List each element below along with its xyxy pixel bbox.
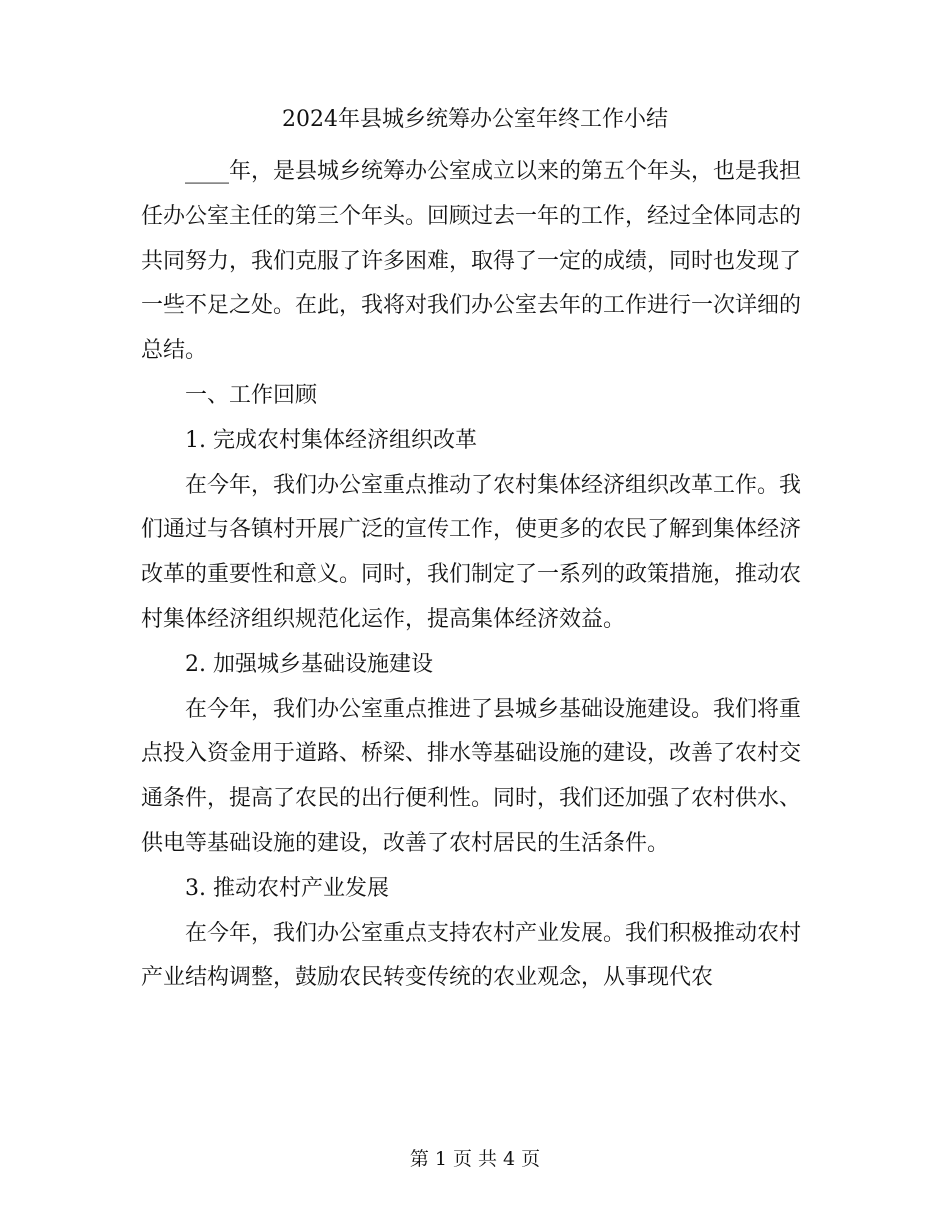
document-body [141,150,801,1001]
paragraph-infrastructure: 在今年，我们办公室重点推进了县城乡基础设施建设。我们将重点投入资金用于道路、桥梁、排水等基础设施的建设，改善了农村交通条件，提高了农民的出行便利性。同时，我们还加强了农村供水、供电等基础设施的建设，改善了农村居民的生活条件。 [141,696,802,856]
paragraph-rural-industry: 在今年，我们办公室重点支持农村产业发展。我们积极推动农村产业结构调整，鼓励农民转变传统的农业观念，从事现代农 [141,920,802,991]
page-number-footer: 第 1 页 共 4 页 [409,1148,541,1170]
subheading-rural-industry: 3. 推动农村产业发展 [185,875,389,901]
document-title: 2024年县城乡统筹办公室年终工作小结 [282,107,668,132]
section-heading-work-review: 一、工作回顾 [185,382,318,408]
subheading-infrastructure: 2. 加强城乡基础设施建设 [185,651,433,677]
paragraph-collective-economy-reform: 在今年，我们办公室重点推动了农村集体经济组织改革工作。我们通过与各镇村开展广泛的宣传工作，使更多的农民了解到集体经济改革的重要性和意义。同时，我们制定了一系列的政策措施，推动农村集体经济组织规范化运作，提高集体经济效益。 [141,472,802,632]
subheading-collective-economy-reform: 1. 完成农村集体经济组织改革 [185,427,477,453]
intro-paragraph: ____年，是县城乡统筹办公室成立以来的第五个年头，也是我担任办公室主任的第三个年头。回顾过去一年的工作，经过全体同志的共同努力，我们克服了许多困难，取得了一定的成绩，同时也发现了一些不足之处。在此，我将对我们办公室去年的工作进行一次详细的总结。 [141,159,802,364]
